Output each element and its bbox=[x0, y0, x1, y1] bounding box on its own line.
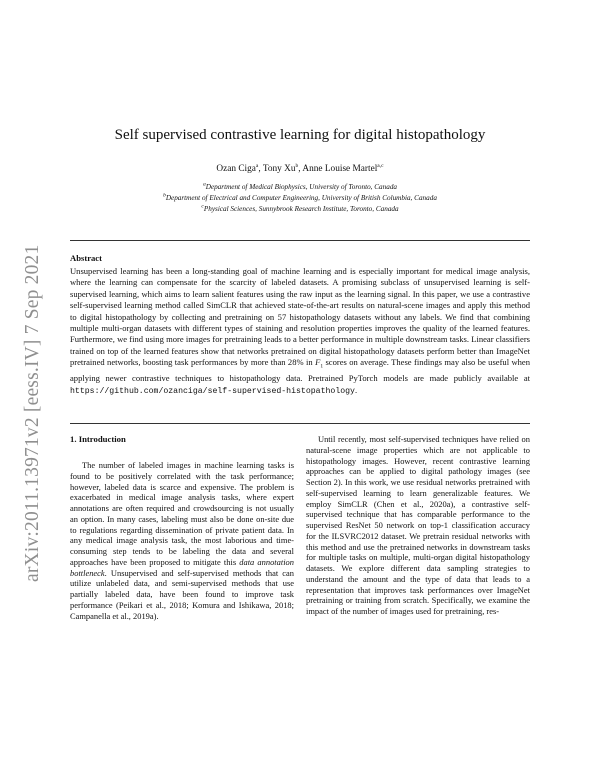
paper-title: Self supervised contrastive learning for digital histopathology bbox=[114, 127, 486, 143]
author-affiliation-mark: b bbox=[295, 162, 299, 169]
affiliation-text: Department of Electrical and Computer Engineering, University of British Columbia, Canada bbox=[165, 194, 437, 202]
affiliation-line bbox=[70, 204, 530, 215]
abstract-heading: Abstract bbox=[70, 253, 102, 263]
author-separator: , bbox=[258, 164, 263, 174]
abstract-text: Unsupervised learning has been a long-standing goal of machine learning and is especially important for medical image analysis, where the learning can compensate for the scarcity of labeled datasets. A promising subclass of unsupervised learning is self-supervised learning, which aims to learn salient features using the raw input as the learning signal. In this paper, we use a contrastive self-supervised learning method called SimCLR that achieved state-of-the-art results on natural-scene images and apply this method to digital histopathology by collecting and pretraining on 57 histopathology datasets without any labels. We find that combining multiple multi-organ datasets with different types of staining and resolution properties improves the quality of the learned features. Furthermore, we find using more images for pretraining leads to a better performance in multiple downstream tasks. Linear classifiers trained on top of the learned features show that networks pretrained on digital histopathology datasets perform better than ImageNet pretrained networks, boosting task performances by more than 28% in bbox=[70, 266, 530, 368]
affiliation-line bbox=[70, 182, 530, 193]
f1-symbol: F bbox=[315, 357, 321, 368]
abstract-bottom-rule bbox=[70, 423, 530, 424]
emphasized-term: data annotation bottleneck bbox=[70, 556, 294, 578]
author-list bbox=[70, 164, 530, 174]
affiliation-mark: c bbox=[201, 203, 204, 210]
abstract-top-rule bbox=[70, 240, 530, 241]
paragraph bbox=[70, 460, 294, 621]
paragraph: Until recently, most self-supervised techniques have relied on natural-scene image properties which are not applicable to histopathology images. However, recent contrastive learning approaches can be applied to digital pathology images (see Section 2). In this work, we use residual networks pretrained with self-supervised learning to learn generalizable features. We employ SimCLR (Chen et al., 2020a), a contrastive self-supervised technique that has comparable performance to the supervised ResNet 50 network on top-1 classification accuracy for the ILSVRC2012 dataset. We pretrain residual networks with this method and use the pretrained networks in downstream tasks for multiple tasks on multiple, multi-organ digital histopathology datasets. We explore different data sampling strategies to understand the amount and the type of data that leads to a representation that improves task performances over ImageNet pretraining or training from scratch. Specifically, we examine the impact of the number of images used for pretraining, res- bbox=[306, 434, 530, 616]
affiliation-text: Department of Medical Biophysics, University of Toronto, Canada bbox=[205, 183, 398, 191]
affiliation-list bbox=[70, 182, 530, 215]
author-name: Ozan Ciga bbox=[216, 164, 256, 174]
affiliation-text: Physical Sciences, Sunnybrook Research Institute, Toronto, Canada bbox=[203, 205, 399, 213]
affiliation-mark: b bbox=[163, 192, 166, 199]
author-separator: , bbox=[298, 164, 303, 174]
section-heading-introduction: 1. Introduction bbox=[70, 434, 126, 444]
affiliation-line bbox=[70, 193, 530, 204]
abstract-text: scores on average. These findings may also be useful when applying newer contrastive techniques to histopathology data. Pretrained PyTorch models are made publicly available at bbox=[70, 357, 530, 384]
right-text-column bbox=[306, 434, 530, 617]
affiliation-mark: a bbox=[202, 181, 206, 188]
f1-subscript: 1 bbox=[320, 363, 324, 370]
author-affiliation-mark: a,c bbox=[377, 162, 384, 169]
paragraph-text: . Unsupervised and self-supervised methods that can utilize unlabeled data, and semi-supervised methods that use partially labeled data, have been found to improve task performance (Peikari et al., 2018; Komura and Ishikawa, 2018; Campanella et al., 2019a). bbox=[70, 567, 294, 621]
abstract-text: . bbox=[354, 384, 358, 395]
author-name: Anne Louise Martel bbox=[302, 164, 378, 174]
abstract-body bbox=[70, 266, 530, 397]
author-name: Tony Xu bbox=[262, 164, 296, 174]
repository-link[interactable]: https://github.com/ozanciga/self-supervised-histopathology bbox=[70, 386, 355, 396]
author-affiliation-mark: a bbox=[255, 162, 259, 169]
paragraph-text: The number of labeled images in machine learning tasks is found to be positively correlated with the task performance; however, labeled data is scarce and expensive. The problem is exacerbated in medical image analysis tasks, where expert annotations are often required and crowdsourcing is not usually an option. In many cases, labeling must also be done on-site due to regulations regarding dissemination of private patient data. In any medical image analysis task, the most laborious and time-consuming step tends to be labeling the data and several approaches have been proposed to mitigate this bbox=[70, 460, 294, 567]
arxiv-identifier-stamp: arXiv:2011.13971v2 [eess.IV] 7 Sep 2021 bbox=[22, 244, 43, 582]
left-text-column bbox=[70, 460, 294, 621]
